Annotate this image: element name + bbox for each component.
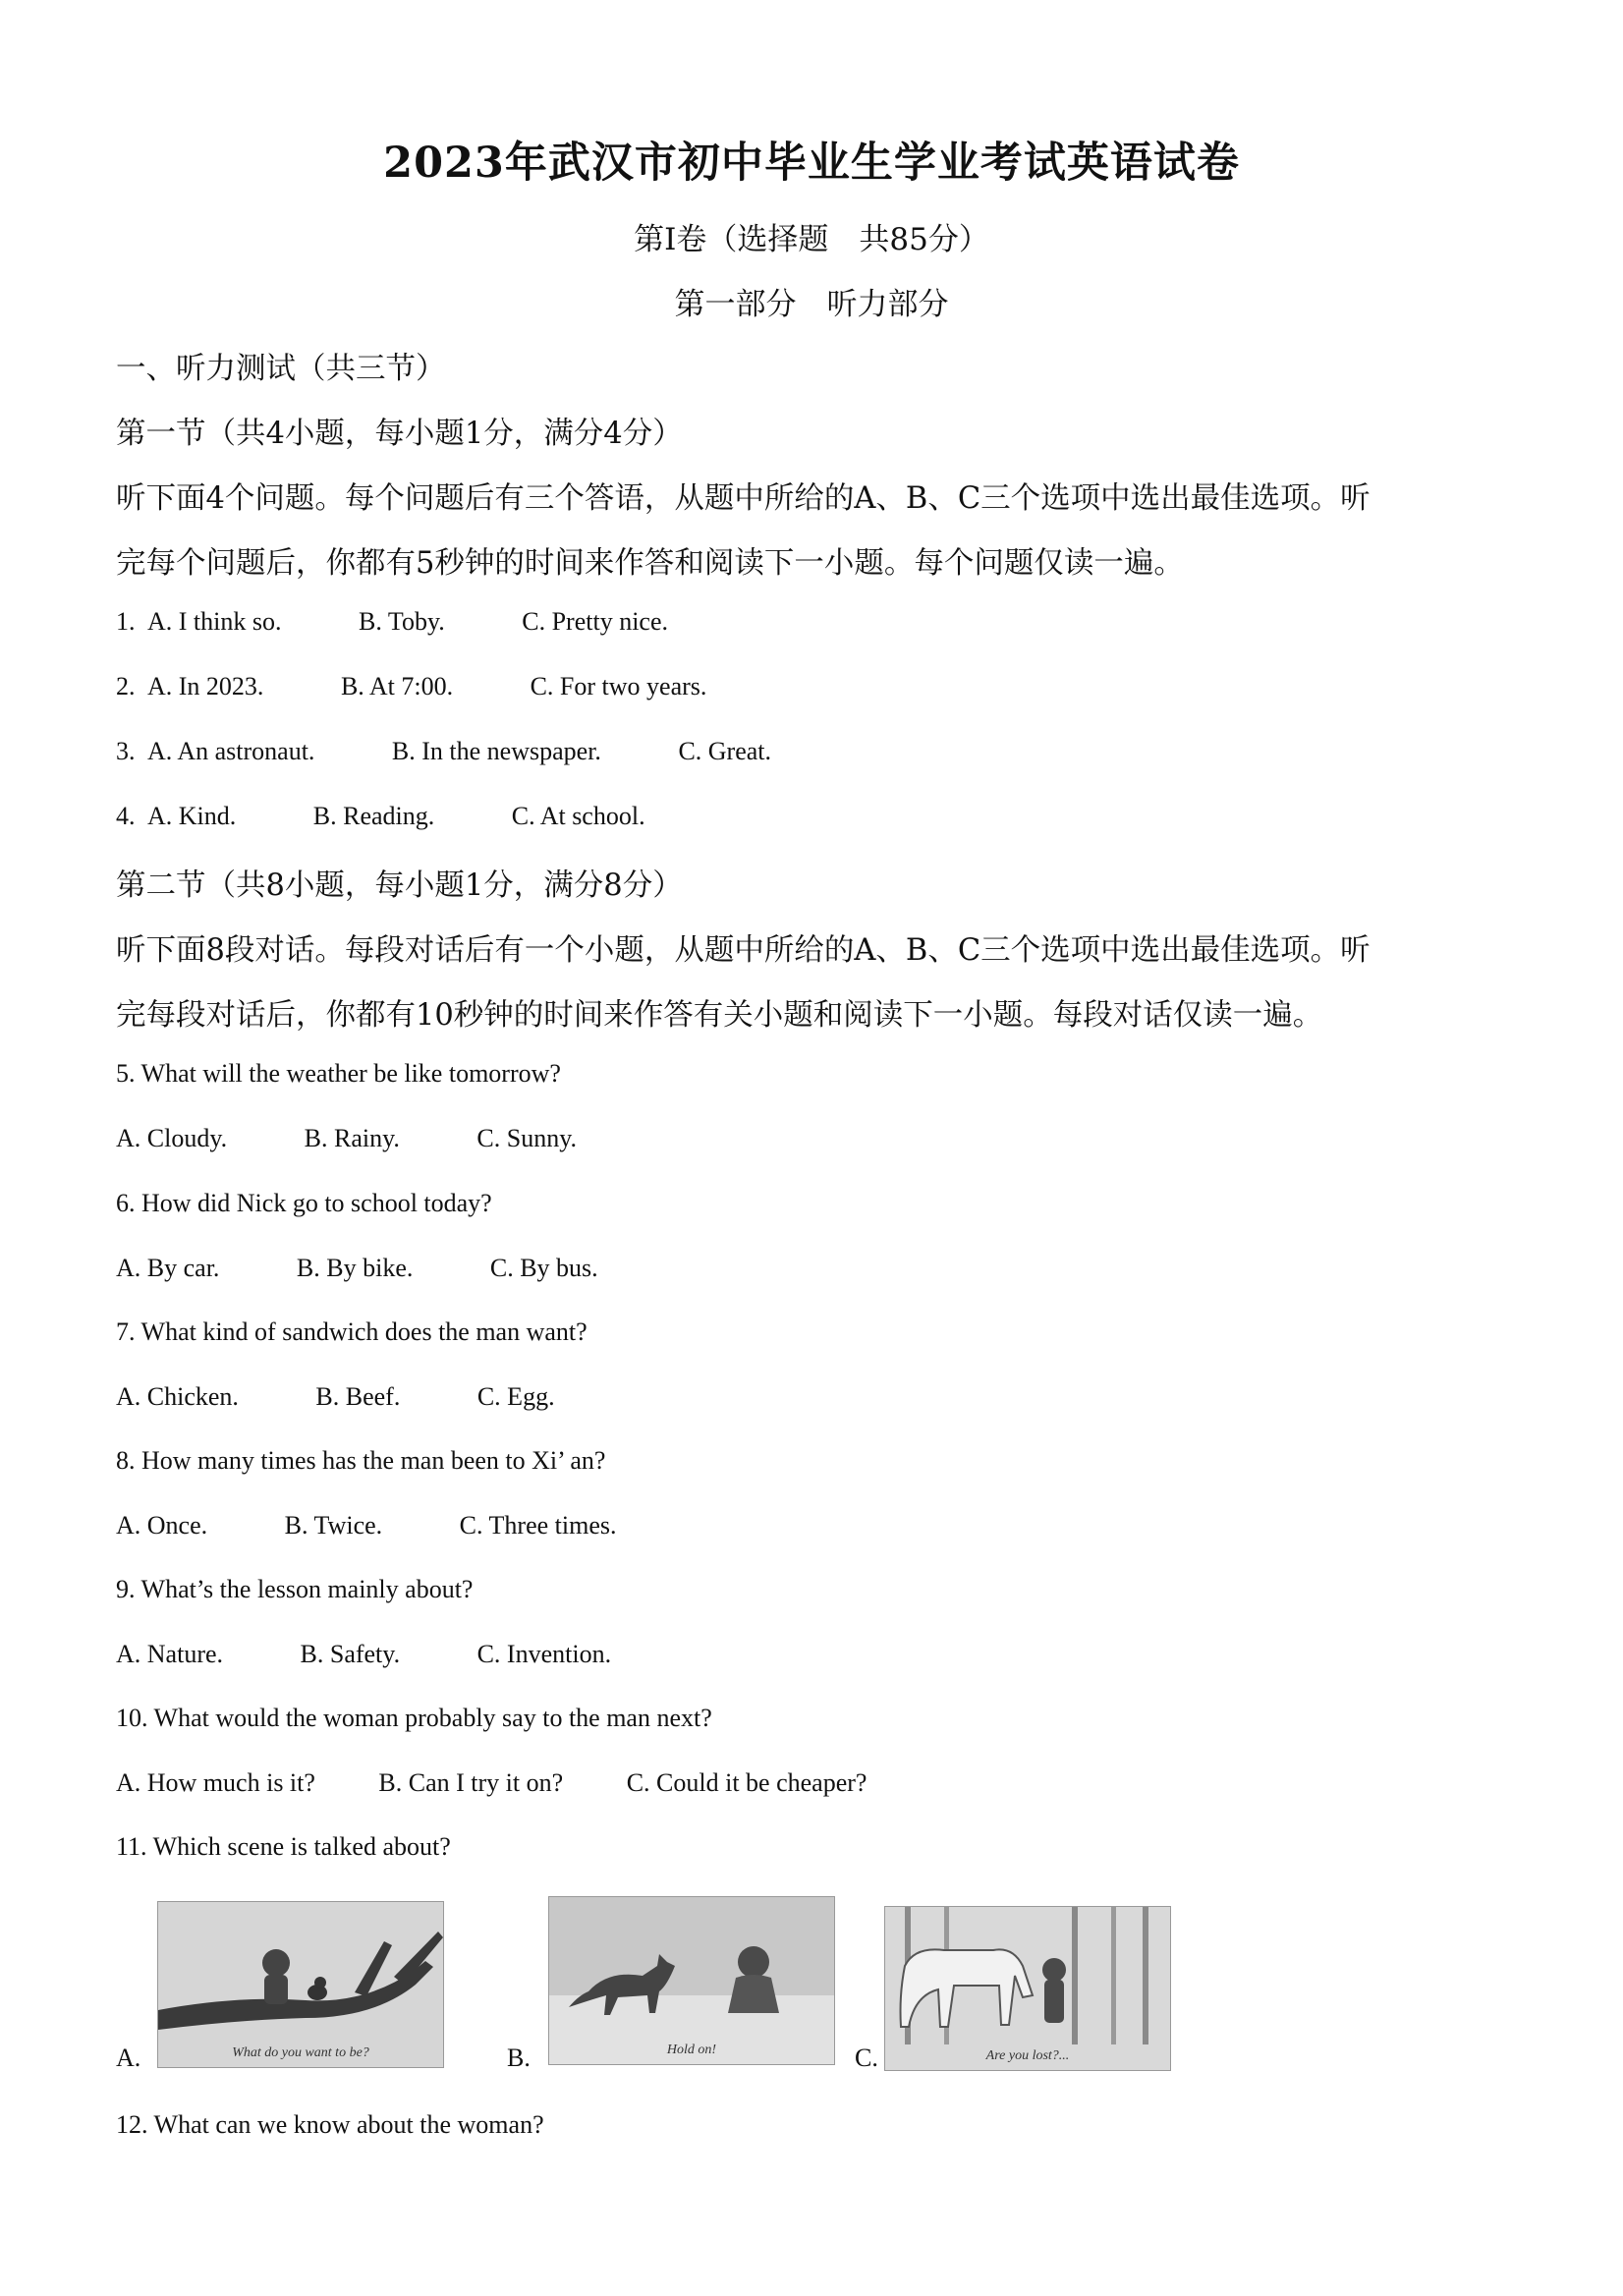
option-b: B. Toby. [359,607,445,636]
option-a: A. How much is it? [116,1768,315,1797]
section2-instructions-line2: 完每段对话后，你都有10秒钟的时间来作答有关小题和阅读下一小题。每段对话仅读一遍。 [116,998,1323,1033]
option-b: B. By bike. [296,1254,414,1282]
section2-heading: 第二节（共8小题，每小题1分，满分8分） [116,868,683,903]
scene-caption: Hold on! [666,2043,717,2057]
question-row [116,802,645,831]
exam-title: 2023年武汉市初中毕业生学业考试英语试卷 [383,139,1240,188]
question-row [116,672,706,701]
option-c: C. Three times. [459,1511,617,1540]
question-row [116,737,771,766]
question-stem: 9. What’s the lesson mainly about? [116,1575,474,1603]
option-b-label: B. [507,2044,531,2072]
option-b: B. At 7:00. [340,672,454,700]
option-c: C. Sunny. [476,1124,578,1152]
options-row [116,1124,577,1153]
option-b: B. Reading. [312,802,435,830]
option-c: C. Great. [678,737,772,765]
option-b: B. Twice. [284,1511,383,1540]
option-b: B. Rainy. [304,1124,400,1152]
option-b: B. Can I try it on? [378,1768,564,1797]
fox-boy-illustration [549,1897,834,2064]
question-stem: 6. How did Nick go to school today? [116,1189,492,1217]
option-b: B. In the newspaper. [391,737,601,765]
question-number: 4. [116,802,136,830]
option-c: C. For two years. [530,672,707,700]
question-stem: 11. Which scene is talked about? [116,1832,451,1861]
scene-caption: Are you lost?... [985,2048,1070,2063]
option-a: A. By car. [116,1254,220,1282]
question-row [116,607,668,637]
option-a: A. Kind. [147,802,237,830]
question-stem: 7. What kind of sandwich does the man want? [116,1317,588,1346]
option-b: B. Beef. [315,1382,401,1411]
option-c: C. Could it be cheaper? [626,1768,867,1797]
option-a: A. Once. [116,1511,208,1540]
option-c: C. Egg. [476,1382,555,1411]
option-c: C. Invention. [476,1640,612,1668]
part-heading: 第一部分 听力部分 [674,287,949,322]
question-number: 2. [116,672,136,700]
option-c: C. At school. [511,802,645,830]
scene-caption: What do you want to be? [232,2045,369,2060]
option-c: C. Pretty nice. [522,607,669,636]
section1-heading: 第一节（共4小题，每小题1分，满分4分） [116,417,683,451]
section1-instructions-line2: 完每个问题后，你都有5秒钟的时间来作答和阅读下一小题。每个问题仅读一遍。 [116,546,1184,581]
option-a: A. Nature. [116,1640,224,1668]
options-row [116,1382,555,1412]
scene-image-c [884,1906,1171,2071]
section-heading: 一、听力测试（共三节） [116,352,446,386]
question-number: 1. [116,607,136,636]
options-row [116,1254,598,1283]
question-stem: 8. How many times has the man been to Xi’ an? [116,1446,606,1475]
volume-heading: 第Ⅰ卷（选择题 共85分） [634,222,989,257]
horse-boy-illustration [885,1907,1170,2070]
question-stem: 5. What will the weather be like tomorrow? [116,1059,561,1088]
question-number: 3. [116,737,136,765]
section1-instructions-line1: 听下面4个问题。每个问题后有三个答语，从题中所给的A、B、C三个选项中选出最佳选项。听 [116,481,1371,516]
question-stem: 10. What would the woman probably say to the man next? [116,1704,712,1732]
option-b: B. Safety. [300,1640,401,1668]
option-a: A. In 2023. [147,672,264,700]
options-row [116,1768,867,1798]
option-c: C. By bus. [489,1254,598,1282]
option-a: A. An astronaut. [147,737,315,765]
scene-image-a [157,1901,444,2068]
option-c-label: C. [855,2044,878,2072]
option-a: A. Chicken. [116,1382,239,1411]
option-a: A. Cloudy. [116,1124,228,1152]
tree-boy-illustration [158,1902,443,2067]
section2-instructions-line1: 听下面8段对话。每段对话后有一个小题，从题中所给的A、B、C三个选项中选出最佳选项。听 [116,933,1371,968]
options-row [116,1511,617,1540]
question-stem: 12. What can we know about the woman? [116,2110,544,2139]
scene-image-b [548,1896,835,2065]
option-a: A. I think so. [147,607,282,636]
option-a-label: A. [116,2044,141,2072]
options-row [116,1640,611,1669]
